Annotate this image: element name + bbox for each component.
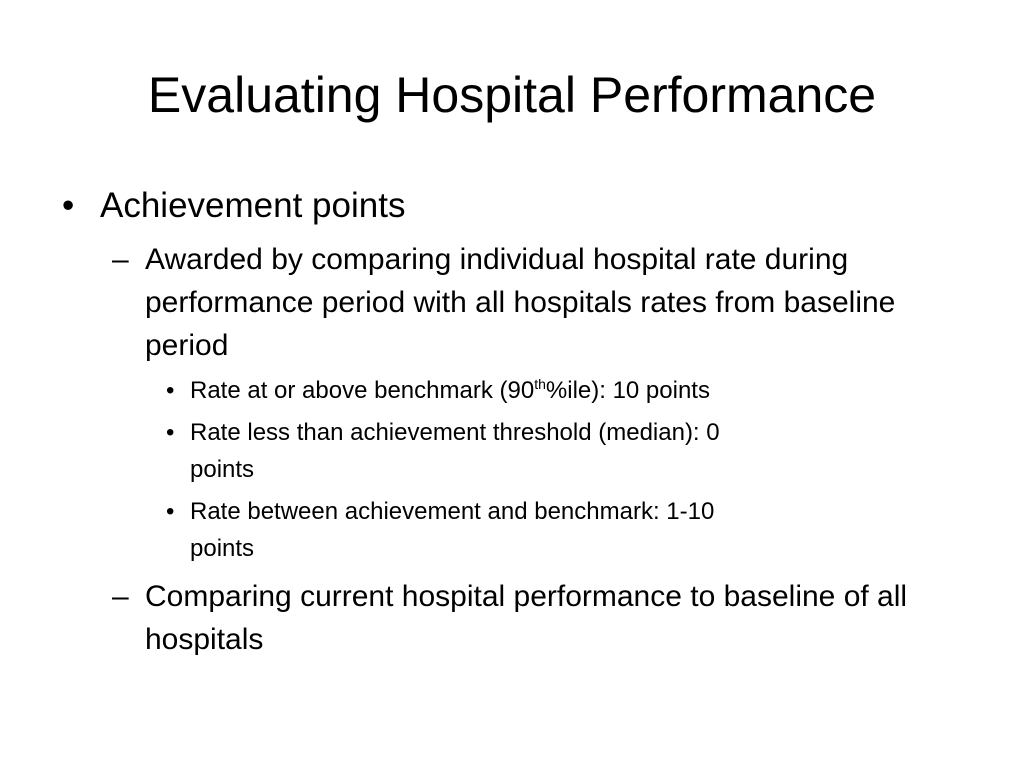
superscript-th: th	[534, 376, 546, 392]
bullet-text: Achievement points	[100, 186, 406, 225]
sub-sub-bullet-threshold	[60, 414, 760, 488]
sub-sub-bullet-text: Rate less than achievement threshold (median): 0 points	[190, 419, 720, 483]
sub-sub-bullet-text: Rate between achievement and benchmark: 1-10 points	[190, 498, 715, 562]
sub-bullet-text: Awarded by comparing individual hospital rate during performance period with all hospitals rates from baseline period	[145, 243, 896, 362]
slide-body	[60, 182, 970, 661]
sub-bullet-text: Comparing current hospital performance to baseline of all hospitals	[145, 580, 908, 656]
bullet-icon: •	[62, 186, 75, 225]
sub-sub-bullet-text-pre: Rate at or above benchmark (90	[190, 377, 535, 404]
sub-sub-bullet-between	[60, 493, 760, 567]
bullet-achievement-points	[60, 182, 970, 230]
dash-icon: –	[112, 580, 129, 613]
bullet-icon: •	[166, 377, 175, 404]
sub-bullet-comparing	[60, 575, 970, 661]
dash-icon: –	[112, 243, 129, 276]
sub-sub-bullet-benchmark	[60, 372, 760, 409]
slide-title: Evaluating Hospital Performance	[147, 67, 877, 123]
sub-sub-bullet-text-post: %ile): 10 points	[545, 377, 710, 404]
bullet-icon: •	[166, 419, 175, 446]
bullet-icon: •	[166, 498, 175, 525]
sub-bullet-awarded	[60, 238, 970, 367]
